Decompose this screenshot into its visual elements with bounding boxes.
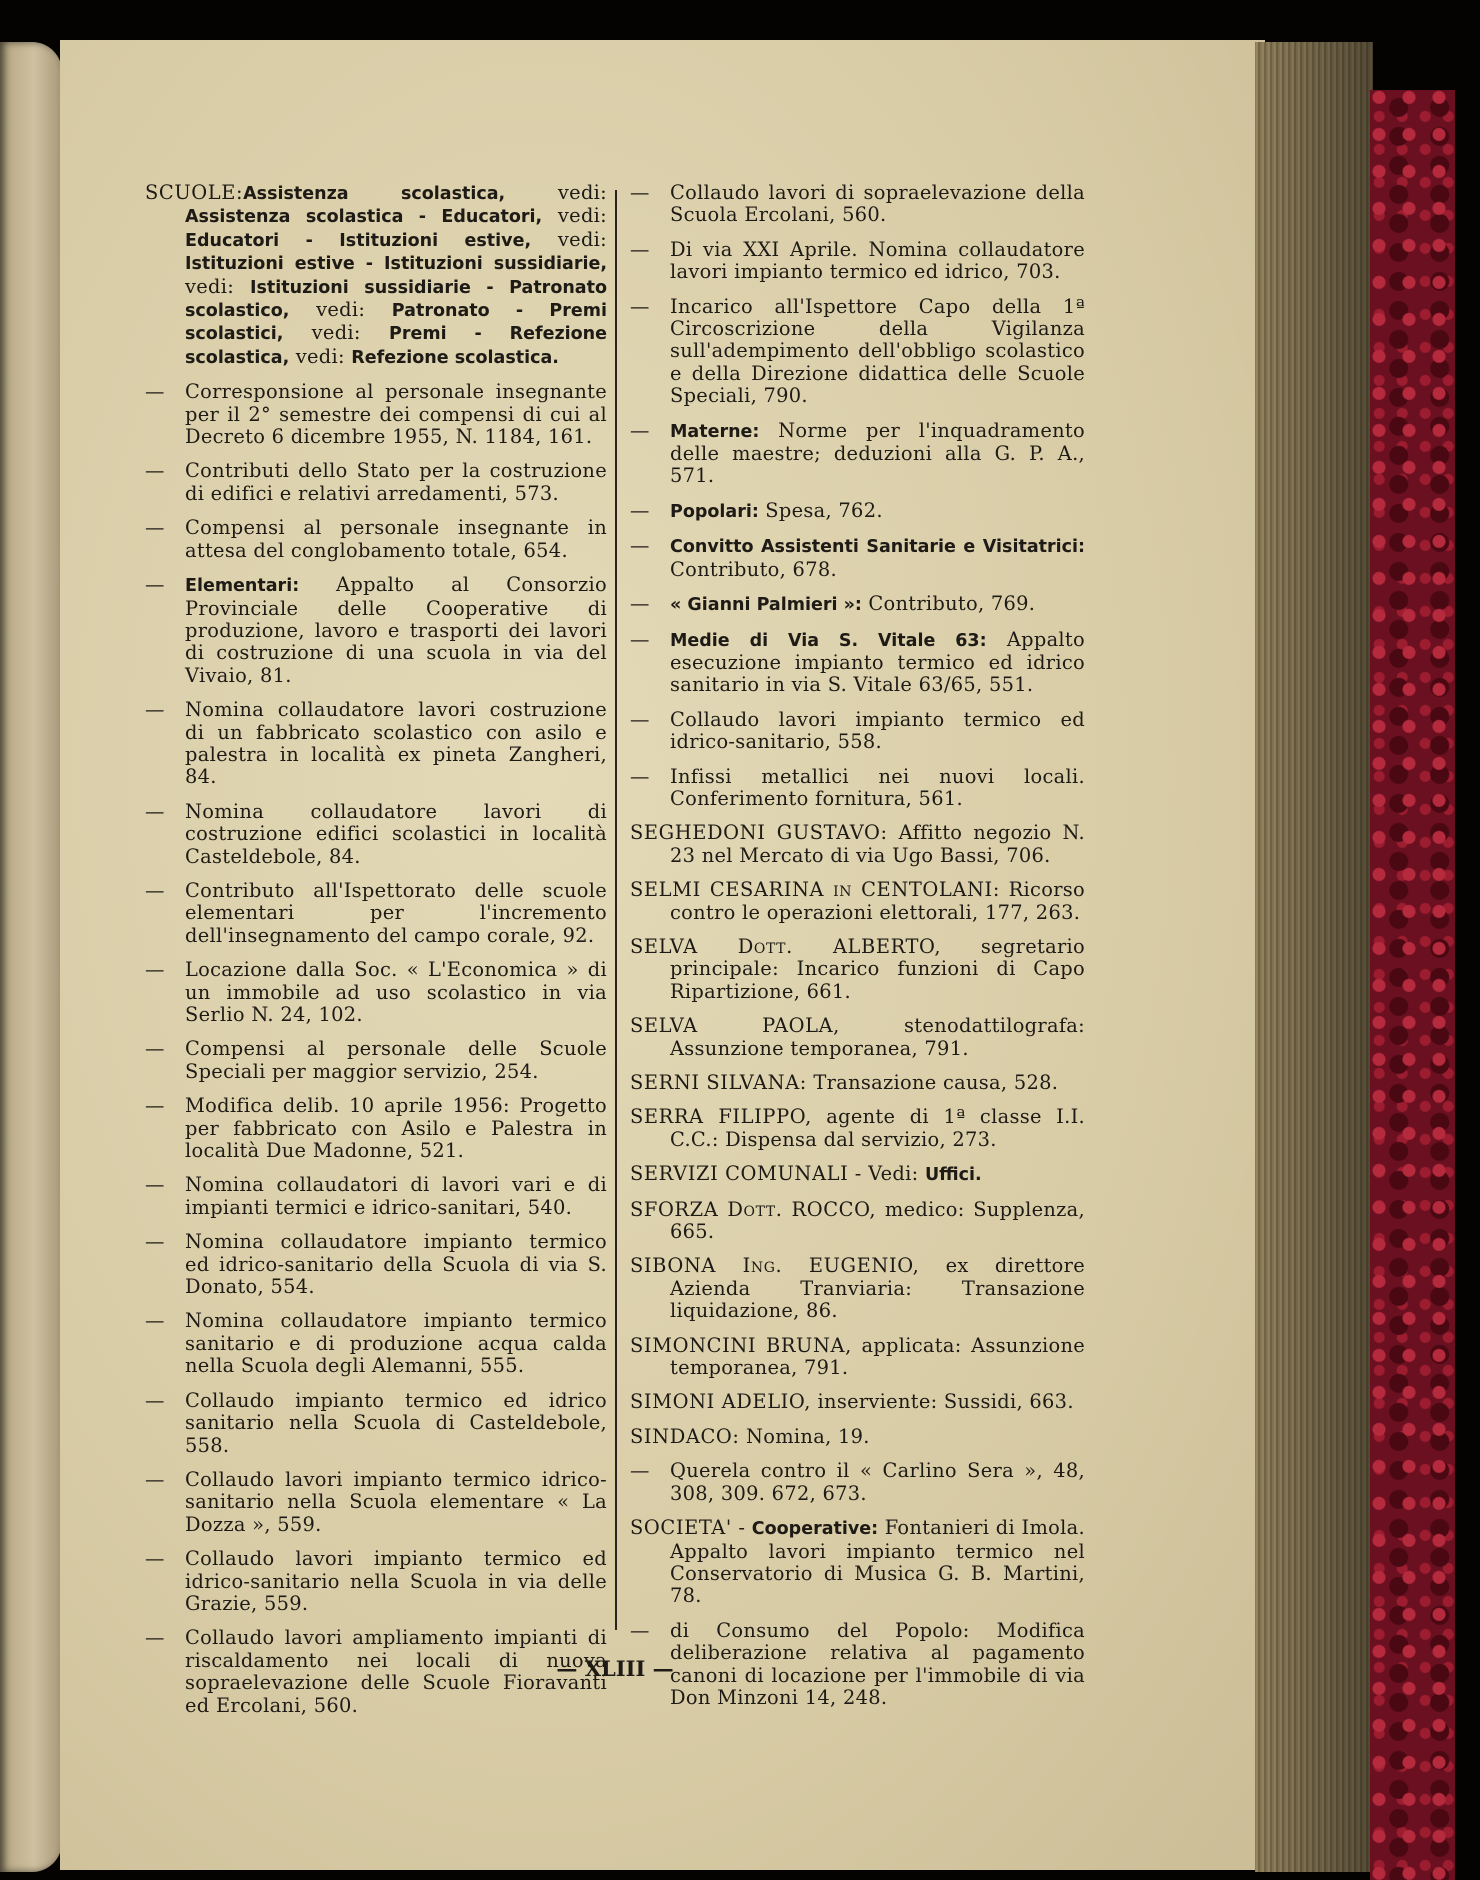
index-sub-entry — [630, 766, 1085, 811]
entry-dash: — — [145, 799, 165, 823]
index-sub-entry — [145, 699, 607, 789]
entry-bold-term: Patronato - Premi scolastici, — [185, 301, 607, 345]
entry-dash: — — [630, 627, 650, 651]
index-sub-entry — [630, 535, 1085, 581]
entry-text: Collaudo lavori impianto termico ed idrico-sanitario, 558. — [670, 707, 1085, 754]
entry-text: Collaudo impianto termico ed idrico sanitario nella Scuola di Casteldebole, 558. — [185, 1388, 607, 1457]
entry-dash: — — [145, 1309, 165, 1333]
entry-text: segretario principale: Incarico funzioni di Capo Ripartizione, 661. — [670, 934, 1085, 1003]
entry-text: Compensi al personale insegnante in attesa del conglobamento totale, 654. — [185, 516, 607, 562]
entry-text: Collaudo lavori di sopraelevazione della Scuola Ercolani, 560. — [670, 181, 1085, 227]
entry-bold-term: Assistenza scolastica - Educatori, — [185, 207, 543, 228]
entry-bold-term: Refezione scolastica. — [351, 347, 559, 368]
entry-dash: — — [145, 1173, 165, 1197]
entry-text: Nomina collaudatore impianto termico sanitario e di produzione acqua calda nella Scuola degli Alemanni, 555. — [185, 1309, 607, 1378]
entry-text: Collaudo lavori ampliamento impianti di riscaldamento nei locali di nuova sopraelevazione delle Scuole Fioravanti ed Ercolani, 560. — [185, 1626, 607, 1717]
entry-text: agente di 1ª classe I.I. C.C.: Dispensa dal servizio, 273. — [670, 1105, 1085, 1151]
index-sub-entry — [630, 709, 1085, 754]
index-sub-entry — [145, 1310, 607, 1377]
entry-dash: — — [630, 294, 650, 318]
entry-text: Contributi dello Stato per la costruzione di edifici e relativi arredamenti, 573. — [185, 459, 607, 505]
index-heading-entry — [145, 182, 607, 369]
entry-lead: SERRA FILIPPO, — [630, 1105, 812, 1129]
entry-text: - — [731, 1516, 752, 1540]
entry-bold-term: Premi - Refezione scolastica, — [185, 324, 607, 368]
index-sub-entry — [145, 880, 607, 947]
entry-bold-term: Popolari: — [670, 501, 759, 522]
index-heading-entry — [630, 1106, 1085, 1151]
entry-text: Di via XXI Aprile. Nomina collaudatore lavori impianto termico ed idrico, 703. — [670, 237, 1085, 284]
entry-text: vedi: — [289, 298, 392, 322]
entry-text: Compensi al personale delle Scuole Speciali per maggior servizio, 254. — [185, 1037, 607, 1083]
entry-text: stenodattilografa: Assunzione temporanea, 791. — [670, 1014, 1085, 1060]
entry-dash: — — [145, 573, 165, 597]
entry-lead: SELMI CESARINA in CENTOLANI: — [630, 878, 1000, 902]
entry-text: Appalto al Consorzio Provinciale delle Cooperative di produzione, lavoro e trasporti dei lavori di costruzione di una scuola in via del Vivaio, 81. — [185, 573, 607, 687]
index-sub-entry — [630, 296, 1085, 408]
index-sub-entry — [145, 1548, 607, 1615]
entry-text: Affitto negozio N. 23 nel Mercato di via Ugo Bassi, 706. — [670, 821, 1085, 867]
entry-dash: — — [145, 878, 165, 902]
entry-dash: — — [145, 698, 165, 722]
index-sub-entry — [145, 517, 607, 562]
entry-text: Corresponsione al personale insegnante per il 2° semestre dei compensi di cui al Decreto 6 dicembre 1955, N. 1184, 161. — [185, 380, 607, 449]
entry-bold-term: Educatori - Istituzioni estive, — [185, 230, 532, 251]
entry-dash: — — [630, 498, 650, 522]
index-sub-entry — [630, 182, 1085, 227]
entry-dash: — — [145, 516, 165, 540]
index-sub-entry — [630, 500, 1085, 523]
index-sub-entry — [630, 420, 1085, 488]
index-sub-entry — [145, 1038, 607, 1083]
entry-lead: SERNI SILVANA: — [630, 1071, 807, 1094]
entry-text: Nomina collaudatori di lavori vari e di impianti termici e idrico-sanitari, 540. — [185, 1173, 607, 1219]
index-heading-entry — [630, 822, 1085, 867]
entry-bold-term: Istituzioni sussidiarie - Patronato scolastico, — [185, 277, 607, 322]
entry-text: Contributo, 678. — [670, 557, 837, 581]
entry-bold-term: Convitto Assistenti Sanitarie e Visitatrici: — [670, 537, 1085, 558]
entry-lead: SEGHEDONI GUSTAVO: — [630, 821, 888, 845]
index-sub-entry — [145, 1469, 607, 1536]
entry-lead: SFORZA Dott. ROCCO, — [630, 1197, 877, 1221]
index-sub-entry — [630, 593, 1085, 616]
entry-text: - Vedi: — [848, 1162, 925, 1186]
entry-text: Collaudo lavori impianto termico idrico-sanitario nella Scuola elementare « La Dozza », 559. — [185, 1467, 607, 1536]
entry-text: applicata: Assunzione temporanea, 791. — [670, 1333, 1086, 1380]
entry-dash: — — [145, 1388, 165, 1412]
entry-text: Querela contro il « Carlino Sera », 48, 308, 309. 672, 673. — [670, 1459, 1085, 1505]
entry-text: Incarico all'Ispettore Capo della 1ª Circoscrizione della Vigilanza sull'adempimento dell'obbligo scolastico e della Direzione didattica delle Scuole Speciali, 790. — [670, 294, 1085, 408]
entry-text: Appalto esecuzione impianto termico ed idrico sanitario in via S. Vitale 63/65, 551. — [670, 627, 1085, 697]
entry-dash: — — [630, 418, 650, 442]
entry-lead: SERVIZI COMUNALI — [630, 1162, 849, 1186]
index-sub-entry — [145, 1231, 607, 1298]
index-column-left — [145, 182, 607, 1729]
index-sub-entry — [145, 1390, 607, 1457]
index-sub-entry — [145, 574, 607, 687]
entry-bold-term: Uffici. — [924, 1165, 982, 1186]
page-stack-edges — [1255, 42, 1373, 1872]
entry-text: Nomina collaudatore lavori costruzione di un fabbricato scolastico con asilo e palestra in località ex pineta Zangheri, 84. — [185, 698, 607, 789]
entry-dash: — — [145, 1547, 165, 1571]
entry-dash: — — [630, 592, 650, 616]
entry-text: vedi: — [283, 321, 390, 345]
index-sub-entry — [145, 1627, 607, 1717]
index-sub-entry — [630, 1620, 1085, 1710]
entry-dash: — — [145, 1467, 165, 1491]
index-heading-entry — [630, 1335, 1085, 1380]
entry-text: Collaudo lavori impianto termico ed idrico-sanitario nella Scuola in via delle Grazie, 559. — [185, 1547, 607, 1615]
entry-bold-term: « Gianni Palmieri »: — [670, 595, 862, 616]
entry-text: vedi: — [542, 204, 607, 228]
entry-lead: SIBONA Ing. EUGENIO, — [630, 1254, 920, 1278]
index-heading-entry — [630, 1015, 1085, 1060]
entry-dash: — — [630, 237, 650, 261]
entry-lead: SELVA PAOLA, — [630, 1014, 840, 1038]
entry-text: Contributo all'Ispettorato delle scuole elementari per l'incremento dell'insegnamento del campo corale, 92. — [185, 878, 607, 947]
entry-text: Transazione causa, 528. — [806, 1071, 1059, 1094]
entry-text: Fontanieri di Imola. Appalto lavori impianto termico nel Conservatorio di Musica G. B. Martini, 78. — [670, 1516, 1085, 1608]
entry-dash: — — [145, 459, 165, 483]
entry-dash: — — [145, 1037, 165, 1061]
index-sub-entry — [145, 801, 607, 868]
entry-text: medico: Supplenza, 665. — [670, 1197, 1085, 1244]
index-heading-entry — [630, 936, 1085, 1003]
entry-dash: — — [630, 1459, 650, 1483]
entry-lead: SIMONI ADELIO, — [630, 1390, 812, 1414]
entry-bold-term: Istituzioni estive - Istituzioni sussidiarie, — [185, 254, 607, 275]
index-sub-entry — [145, 1174, 607, 1219]
index-sub-entry — [145, 1095, 607, 1162]
entry-bold-term: Materne: — [670, 421, 760, 442]
entry-text: Nomina collaudatore lavori di costruzione edifici scolastici in località Casteldebole, 84. — [185, 799, 607, 868]
entry-dash: — — [630, 1618, 650, 1642]
entry-text: ex direttore Azienda Tranviaria: Transazione liquidazione, 86. — [670, 1254, 1085, 1323]
book-cover-marbled — [1370, 90, 1455, 1880]
entry-bold-term: Assistenza scolastica, — [243, 184, 506, 204]
index-heading-entry — [630, 1163, 1085, 1186]
index-heading-entry — [630, 1199, 1085, 1244]
entry-text: di Consumo del Popolo: Modifica deliberazione relativa al pagamento canoni di locazione per l'immobile di via Don Minzoni 14, 248. — [670, 1618, 1085, 1709]
entry-lead: SIMONCINI BRUNA, — [630, 1333, 852, 1357]
index-sub-entry — [630, 1460, 1085, 1505]
entry-dash: — — [630, 534, 650, 558]
entry-lead: SCUOLE: — [145, 181, 244, 204]
entry-dash: — — [630, 707, 650, 731]
entry-dash: — — [630, 764, 650, 788]
entry-lead: SELVA Dott. ALBERTO, — [630, 934, 942, 958]
entry-bold-term: Medie di Via S. Vitale 63: — [670, 630, 987, 651]
page-number: — XLIII — — [556, 1656, 674, 1681]
entry-text: Locazione dalla Soc. « L'Economica » di un immobile ad uso scolastico in via Serlio N. 24, 102. — [185, 958, 607, 1026]
entry-text: Nomina, 19. — [739, 1424, 870, 1448]
index-heading-entry — [630, 1391, 1085, 1413]
entry-text: Modifica delib. 10 aprile 1956: Progetto per fabbricato con Asilo e Palestra in località Due Madonne, 521. — [185, 1094, 607, 1163]
entry-dash: — — [630, 181, 650, 204]
index-heading-entry — [630, 1517, 1085, 1608]
previous-page-edge — [0, 42, 62, 1872]
entry-text: Nomina collaudatore impianto termico ed idrico-sanitario della Scuola di via S. Donato, 554. — [185, 1230, 607, 1299]
entry-text: Infissi metallici nei nuovi locali. Conferimento fornitura, 561. — [670, 764, 1085, 810]
entry-text: vedi: — [185, 274, 250, 298]
entry-text: vedi: — [531, 227, 607, 251]
entry-dash: — — [145, 1626, 165, 1650]
entry-bold-term: Elementari: — [185, 576, 300, 597]
entry-dash: — — [145, 958, 165, 982]
entry-text: Spesa, 762. — [758, 498, 883, 522]
index-heading-entry — [630, 1255, 1085, 1322]
entry-text: Contributo, 769. — [861, 592, 1036, 616]
index-sub-entry — [145, 959, 607, 1026]
entry-lead: SINDACO: — [630, 1424, 740, 1448]
entry-dash: — — [145, 1094, 165, 1118]
entry-lead: SOCIETA' — [630, 1516, 732, 1540]
entry-text: Norme per l'inquadramento delle maestre; deduzioni alla G. P. A., 571. — [670, 418, 1085, 488]
entry-dash: — — [145, 380, 165, 404]
index-heading-entry — [630, 1426, 1085, 1448]
index-heading-entry — [630, 879, 1085, 924]
index-heading-entry — [630, 1072, 1085, 1094]
entry-text: vedi: — [505, 181, 607, 204]
index-column-right — [630, 182, 1085, 1721]
entry-text: inserviente: Sussidi, 663. — [811, 1390, 1074, 1414]
entry-dash: — — [145, 1230, 165, 1254]
entry-text: Ricorso contro le operazioni elettorali, 177, 263. — [670, 878, 1085, 924]
entry-bold-term: Cooperative: — [751, 1519, 879, 1540]
index-sub-entry — [630, 239, 1085, 284]
index-sub-entry — [145, 381, 607, 448]
index-sub-entry — [145, 460, 607, 505]
index-sub-entry — [630, 629, 1085, 697]
entry-text: vedi: — [289, 344, 352, 368]
column-divider — [615, 190, 617, 1630]
